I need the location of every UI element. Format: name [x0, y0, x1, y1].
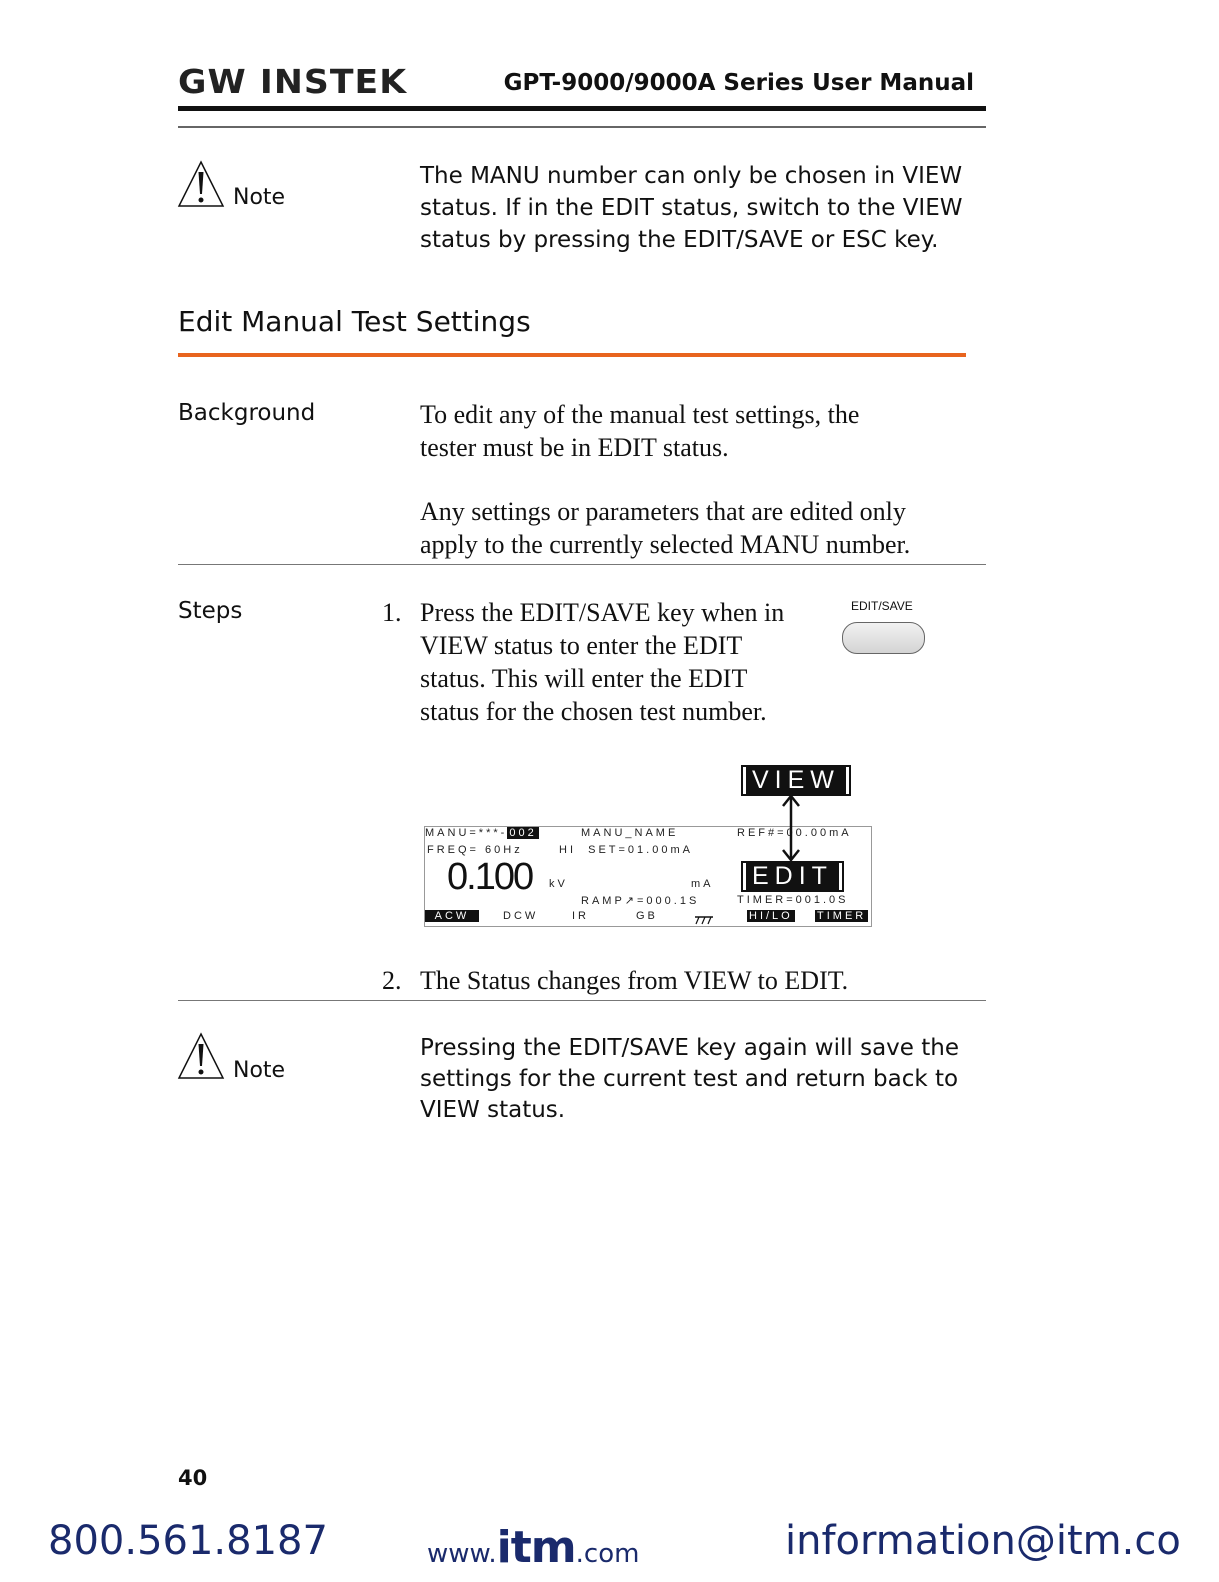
note-line: settings for the current test and return back to [420, 1066, 959, 1092]
lcd-ma-unit: mA [691, 878, 714, 890]
footer-website [427, 1522, 639, 1573]
background-paragraph-1 [420, 398, 859, 464]
lcd-hi-set: HI SET=01.00mA [559, 844, 693, 856]
footer-email: information@itm.co [785, 1518, 1181, 1564]
lcd-timer-tab: TIMER [817, 910, 867, 922]
footer-www: www. [427, 1539, 497, 1569]
double-arrow-icon [781, 794, 801, 867]
note-line: VIEW status. [420, 1097, 566, 1123]
paragraph-line: apply to the currently selected MANU number. [420, 530, 911, 559]
lcd-manu-number: 002 [509, 827, 537, 839]
warning-icon [177, 160, 225, 208]
edit-save-key [842, 622, 925, 654]
lcd-mode-acw: ACW [425, 910, 479, 922]
note-text [420, 1033, 959, 1126]
note-line: The MANU number can only be chosen in VIEW [420, 163, 963, 189]
note-line: status. If in the EDIT status, switch to the VIEW [420, 195, 963, 221]
edit-save-key-label: EDIT/SAVE [851, 599, 913, 613]
section-rule [178, 353, 966, 357]
divider [178, 564, 986, 565]
footer-phone: 800.561.8187 [48, 1518, 328, 1564]
paragraph-line: Any settings or parameters that are edited only [420, 497, 906, 526]
header-rule-thick [178, 106, 986, 111]
paragraph-line: tester must be in EDIT status. [420, 433, 729, 462]
step-1-text [420, 596, 784, 728]
footer-itm-logo: itm [496, 1522, 576, 1573]
section-title: Edit Manual Test Settings [178, 305, 531, 338]
page-number: 40 [178, 1466, 208, 1490]
note-text [420, 160, 963, 256]
header-rule-thin [178, 126, 986, 128]
lcd-freq: FREQ= 60Hz [427, 844, 523, 856]
lcd-value-dec: 100 [474, 856, 533, 898]
lcd-ramp: RAMP [581, 895, 625, 907]
view-status-label: VIEW [746, 767, 846, 794]
lcd-kv-unit: kV [549, 878, 568, 890]
footer-com: .com [575, 1539, 640, 1569]
lcd-mode-gb: GB [636, 910, 658, 922]
step-2-text: The Status changes from VIEW to EDIT. [420, 966, 849, 995]
lcd-ramp-value: =000.1S [637, 895, 700, 907]
lcd-value-int: 0. [447, 856, 475, 898]
ramp-arrow-icon: ↗ [624, 895, 637, 907]
lcd-mode-dcw: DCW [503, 910, 539, 922]
step-line: status for the chosen test number. [420, 697, 767, 726]
lcd-manu-name: MANU_NAME [581, 827, 679, 839]
ground-icon [693, 911, 715, 930]
note-label: Note [233, 1058, 286, 1083]
background-label: Background [178, 400, 316, 426]
step-line: VIEW status to enter the EDIT [420, 631, 743, 660]
note-line: Pressing the EDIT/SAVE key again will save the [420, 1035, 959, 1061]
divider [178, 1000, 986, 1001]
warning-icon [177, 1032, 225, 1080]
lcd-timer: TIMER=001.0S [737, 894, 849, 906]
note-line: status by pressing the EDIT/SAVE or ESC key. [420, 227, 939, 253]
paragraph-line: To edit any of the manual test settings, the [420, 400, 860, 429]
lcd-hilo-tab: HI/LO [749, 910, 793, 922]
note-label: Note [233, 185, 286, 210]
lcd-ref: REF#=00.00mA [737, 827, 852, 839]
view-status-box [741, 765, 851, 796]
step-1-number: 1. [382, 598, 402, 627]
edit-status-label: EDIT [746, 863, 839, 890]
step-2-number: 2. [382, 966, 402, 995]
step-line: Press the EDIT/SAVE key when in [420, 598, 785, 627]
background-paragraph-2 [420, 495, 910, 561]
step-line: status. This will enter the EDIT [420, 664, 748, 693]
lcd-manu: MANU=***- [425, 827, 508, 839]
steps-label: Steps [178, 598, 243, 624]
brand-logo: GW INSTEK [178, 62, 408, 101]
lcd-mode-ir: IR [572, 910, 589, 922]
manual-title: GPT-9000/9000A Series User Manual [503, 70, 974, 96]
